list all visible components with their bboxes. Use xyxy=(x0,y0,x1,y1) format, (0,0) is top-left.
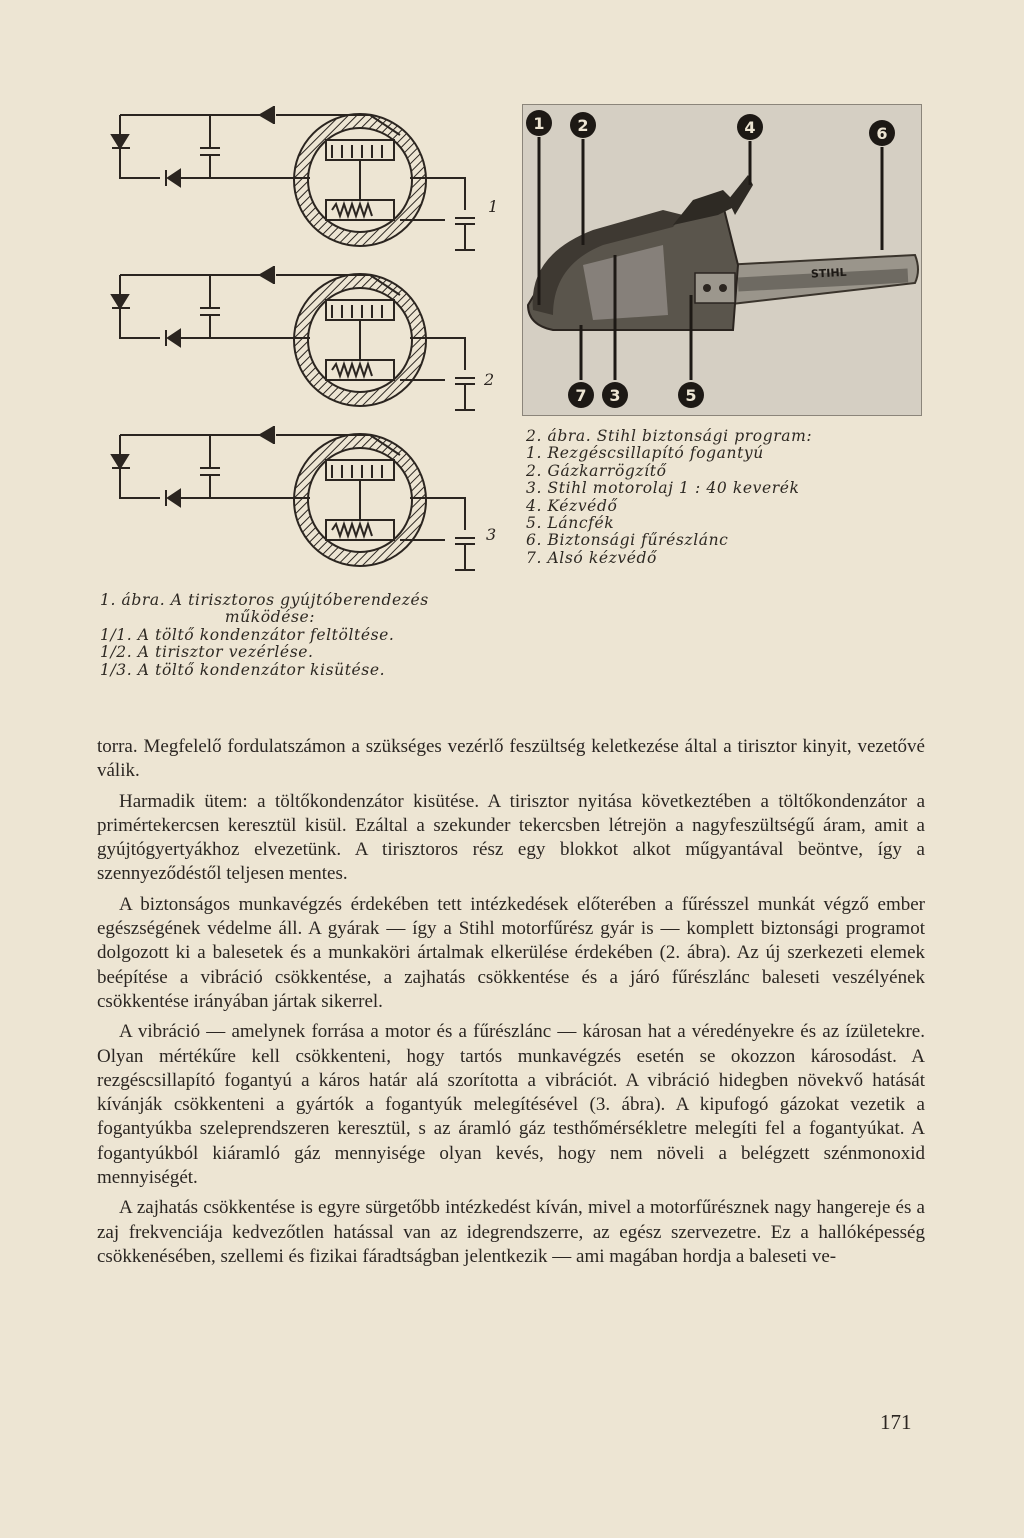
paragraph: A zajhatás csökkentése is egyre sürgetőbb intézkedést kíván, mivel a motorfűrésznek nagy hangereje és a zaj frekvenciája kedvezőtlen hatással van az idegrendszerre, az egész szervezetre. Ez a hallóképesség csökkenésében, szellemi és fizikai fáradtságban jelentkezik — ami magában hordja a baleseti ve- xyxy=(97,1197,925,1267)
figure2-caption-item: 6. Biztonsági fűrészlánc xyxy=(526,531,729,550)
body-text xyxy=(97,735,925,1275)
callout-6: 6 xyxy=(876,124,888,143)
figure1-caption-item: 1/1. A töltő kondenzátor feltöltése. xyxy=(100,625,395,644)
figure2-caption-item: 3. Stihl motorolaj 1 : 40 keverék xyxy=(526,479,800,498)
figure1-caption-item: 1/3. A töltő kondenzátor kisütése. xyxy=(100,660,386,679)
diagram-label-1: 1 xyxy=(488,197,499,216)
figure2-caption-title: 2. ábra. Stihl biztonsági program: xyxy=(526,427,813,445)
figure1-caption-item: 1/2. A tirisztor vezérlése. xyxy=(100,643,314,662)
figure2-caption-item: 1. Rezgéscsillapító fogantyú xyxy=(526,444,764,463)
figure2-caption-item: 5. Láncfék xyxy=(526,514,615,533)
figure2-caption xyxy=(526,428,926,567)
figure2-caption-item: 4. Kézvédő xyxy=(526,496,618,515)
diagram-label-2: 2 xyxy=(484,370,495,389)
callout-3: 3 xyxy=(609,386,621,405)
figure1-caption-title: 1. ábra. A tirisztoros gyújtóberendezés xyxy=(100,591,429,609)
bar-brand-label: STIHL xyxy=(810,265,847,281)
figure1-caption-title-cont: működése: xyxy=(224,608,316,627)
figure2-caption-item: 7. Alsó kézvédő xyxy=(526,548,657,567)
callout-1: 1 xyxy=(533,114,545,133)
callout-4: 4 xyxy=(744,118,756,137)
paragraph: A biztonságos munkavégzés érdekében tett intézkedések előterében a fűrésszel munkát végző ember egészségének védelme áll. A gyárak — így a Stihl motorfűrész gyár is — komplett biztonsági programot dolgozott ki a balesetek és a munkaköri ártalmak elkerülése érdekében (2. ábra). Az új szerkezeti elemek beépítése a vibráció csökkentése, a zajhatás csökkentése és a járó fűrészlánc baleseti veszélyének csökkentése irányában jártak sikerrel. xyxy=(97,893,925,1012)
figure2-caption-item: 2. Gázkarrögzítő xyxy=(526,461,667,480)
paragraph: A vibráció — amelynek forrása a motor és a fűrészlánc — károsan hat a véredényekre és az ízületekre. Olyan mértékűre kell csökkenteni, hogy tartós munkavégzés esetén se okozzon károsodást. A rezgéscsillapító fogantyú a káros határ alá szorította a vibrációt. A vibráció hidegben növekvő hatását kívánják csökkenteni a gyártók a fogantyúk melegítésével (3. ábra). A kipufogó gázokat vezetik a fogantyúkba szeleprendszeren keresztül, s az áramló gáz testhőmérsékletre melegíti fel a fogantyúkat. A fogantyúkból kiáramló gáz mennyisége olyan kevés, hogy nem növeli a belégzett szénmonoxid mennyiségét. xyxy=(97,1021,925,1189)
diagram-label-3: 3 xyxy=(486,525,497,544)
chainsaw-photo xyxy=(522,104,922,416)
callout-7: 7 xyxy=(575,386,587,405)
paragraph: torra. Megfelelő fordulatszámon a szükséges vezérlő feszültség keletkezése által a tirisztor kinyit, vezetővé válik. xyxy=(97,736,925,782)
callout-2: 2 xyxy=(577,116,589,135)
figure1-caption xyxy=(100,592,520,679)
callout-5: 5 xyxy=(685,386,697,405)
page-number: 171 xyxy=(880,1410,912,1434)
ignition-circuit-diagram xyxy=(100,100,520,600)
paragraph: Harmadik ütem: a töltőkondenzátor kisütése. A tirisztor nyitása következtében a töltőkondenzátor a primértekercsen keresztül kisül. Ezáltal a szekunder tekercsben létrejön a nagyfeszültségű áram, amit a gyújtógyertyákhoz elvezetünk. A tirisztoros rész egy blokkot alkot műgyantával beöntve, így a szennyeződéstől teljesen mentes. xyxy=(97,790,925,885)
